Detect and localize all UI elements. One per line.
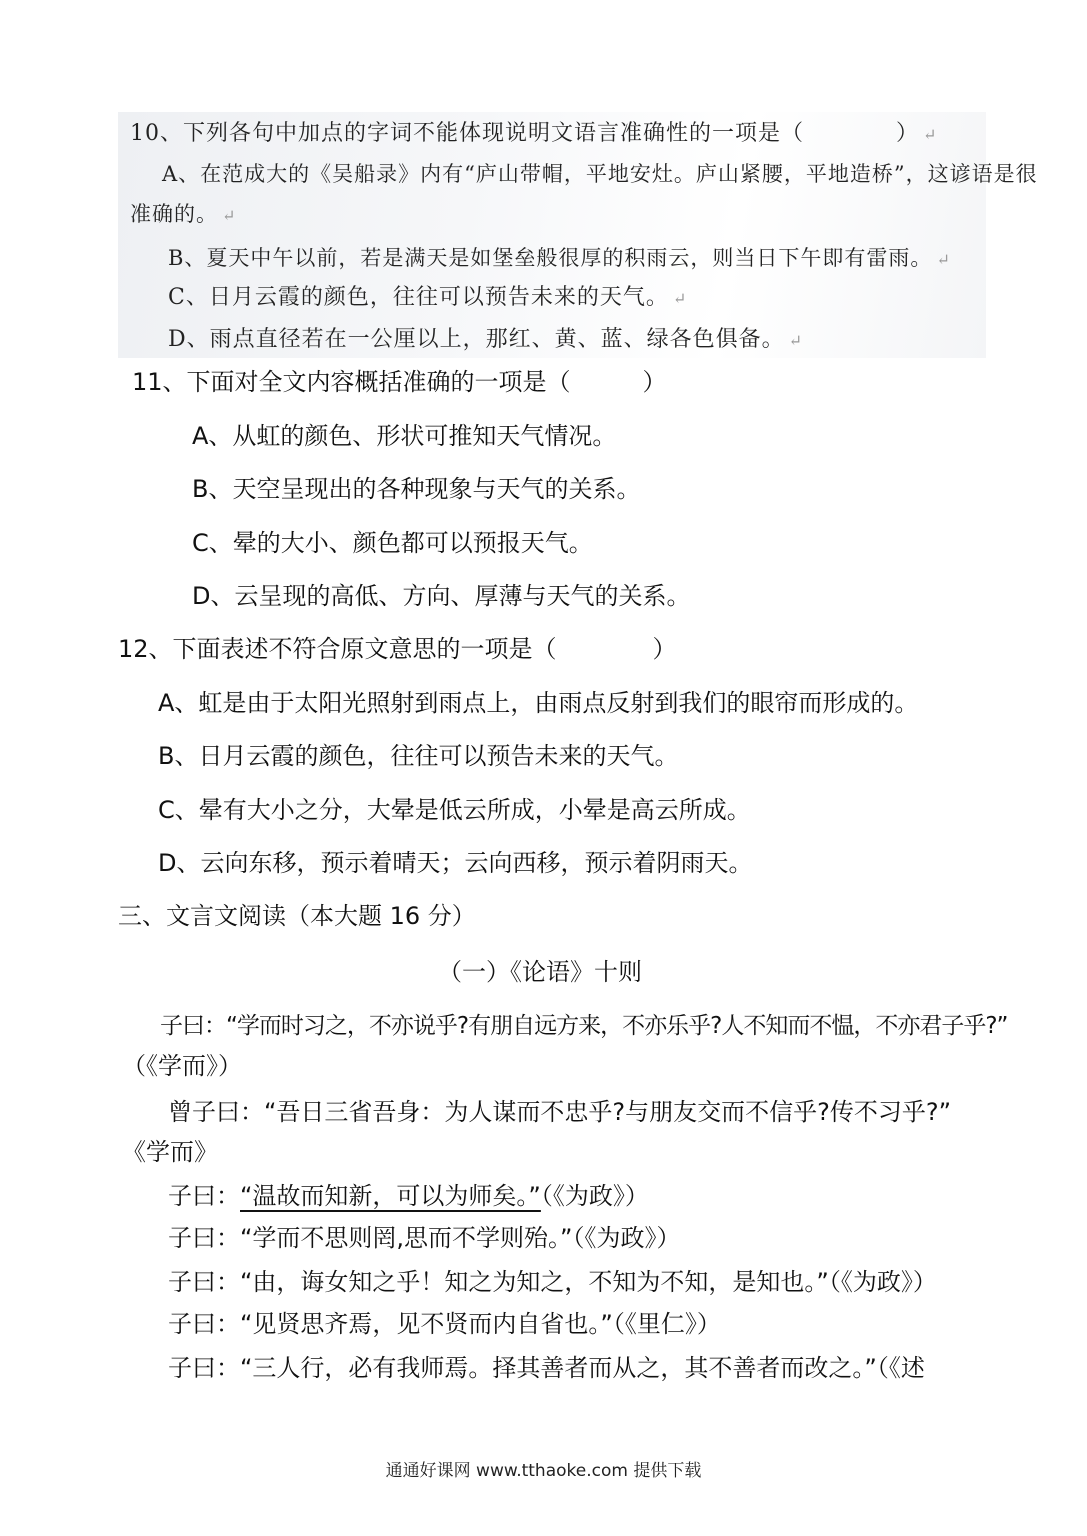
analects-5: 子曰：“由，诲女知之乎！知之为知之，不知为不知，是知也。”（《为政》） xyxy=(168,1268,937,1296)
q11-option-a: A、从虹的颜色、形状可推知天气情况。 xyxy=(192,422,617,450)
q10-option-a: A、在范成大的《吴船录》内有“庐山带帽，平地安灶。庐山紧腰，平地造桥”，这谚语是很 xyxy=(162,162,1038,186)
q12-option-d: D、云向东移，预示着晴天；云向西移，预示着阴雨天。 xyxy=(158,849,753,877)
analects-1-source: （《学而》） xyxy=(122,1052,242,1080)
q11-option-b: B、天空呈现出的各种现象与天气的关系。 xyxy=(192,475,641,503)
q12-option-a: A、虹是由于太阳光照射到雨点上，由雨点反射到我们的眼帘而形成的。 xyxy=(158,689,919,717)
q11-option-d: D、云呈现的高低、方向、厚薄与天气的关系。 xyxy=(192,582,691,610)
q12-option-b: B、日月云霞的颜色，往往可以预告未来的天气。 xyxy=(158,742,679,770)
analects-3 xyxy=(168,1180,649,1212)
analects-1: 子曰：“学而时习之，不亦说乎?有朋自远方来，不亦乐乎?人不知而不愠，不亦君子乎?” xyxy=(160,1013,1008,1039)
analects-3-source: （《为政》） xyxy=(540,1182,649,1210)
q10-option-b: B、夏天中午以前，若是满天是如堡垒般很厚的积雨云，则当日下午即有雷雨。 ↵ xyxy=(168,246,951,270)
q11-stem: 11、下面对全文内容概括准确的一项是（ ） xyxy=(132,368,667,396)
analects-2: 曾子曰：“吾日三省吾身：为人谋而不忠乎?与朋友交而不信乎?传不习乎?” xyxy=(168,1098,952,1126)
analects-3-lead: 子曰： xyxy=(168,1182,240,1210)
analects-2-source: 《学而》 xyxy=(122,1138,218,1166)
q12-option-c: C、晕有大小之分，大晕是低云所成，小晕是高云所成。 xyxy=(158,796,751,824)
footer-credit: 通通好课网 www.tthaoke.com 提供下载 xyxy=(385,1461,702,1481)
analects-6: 子曰：“见贤思齐焉，见不贤而内自省也。”（《里仁》） xyxy=(168,1310,721,1338)
q11-option-c: C、晕的大小、颜色都可以预报天气。 xyxy=(192,529,593,557)
q10-stem: 10、下列各句中加点的字词不能体现说明文语言准确性的一项是（ ） ↵ xyxy=(130,121,938,146)
q12-stem: 12、下面表述不符合原文意思的一项是（ ） xyxy=(118,635,677,663)
q10-option-d: D、雨点直径若在一公厘以上，那红、黄、蓝、绿各色俱备。 ↵ xyxy=(168,327,804,352)
section-heading: 三、文言文阅读（本大题 16 分） xyxy=(118,902,476,930)
analects-4: 子曰：“学而不思则罔,思而不学则殆。”（《为政》） xyxy=(168,1224,681,1252)
q10-option-c: C、日月云霞的颜色，往往可以预告未来的天气。 ↵ xyxy=(168,285,688,310)
analects-7: 子曰：“三人行，必有我师焉。择其善者而从之，其不善者而改之。”（《述 xyxy=(168,1354,925,1382)
analects-3-quote: “温故而知新，可以为师矣。” xyxy=(240,1182,541,1210)
q10-option-a-cont: 准确的。 ↵ xyxy=(130,202,237,226)
passage-title: （一）《论语》十则 xyxy=(438,958,642,986)
